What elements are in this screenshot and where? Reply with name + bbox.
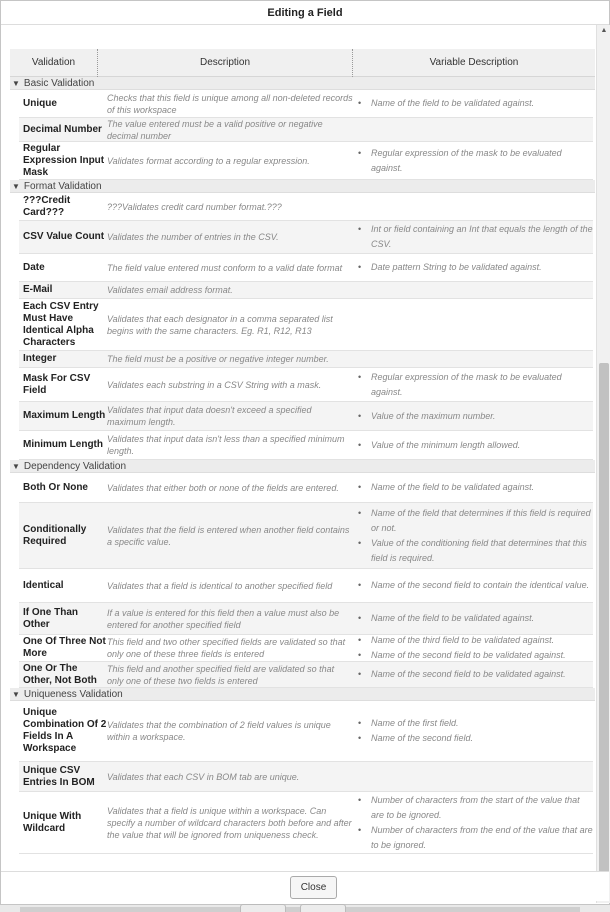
background-button <box>240 904 286 912</box>
table-body <box>10 77 595 854</box>
variable-description <box>357 667 593 682</box>
group-header[interactable] <box>10 77 595 90</box>
validation-description: Validates each substring in a CSV String with a mask. <box>107 379 322 390</box>
validation-description: This field and two other specified fields are validated so that only one of these three fields is entered <box>107 637 346 659</box>
validation-name: One Of Three Not More <box>23 636 106 659</box>
validation-description: Validates that a field is unique within a workspace. Can specify a number of wildcard characters both before and after the value that will be ignored from uniqueness check. <box>107 805 352 840</box>
variable-description <box>357 370 593 400</box>
background-button <box>300 904 346 912</box>
validation-description: Validates format according to a regular expression. <box>107 155 310 166</box>
validation-name: Minimum Length <box>23 439 103 450</box>
scrollbar-thumb[interactable] <box>599 363 609 893</box>
table-row[interactable] <box>19 792 593 854</box>
group-header[interactable] <box>10 688 595 701</box>
validation-description: The field must be a positive or negative integer number. <box>107 354 329 364</box>
table-row[interactable] <box>19 473 593 503</box>
table-row[interactable] <box>19 193 593 221</box>
table-row[interactable] <box>19 351 593 368</box>
variable-description <box>357 716 593 746</box>
variable-description-item: • Date pattern String to be validated against. <box>357 260 593 275</box>
validation-name: Unique CSV Entries In BOM <box>23 764 95 788</box>
validation-name: Decimal Number <box>23 123 102 135</box>
group-header-label: Format Validation <box>23 181 102 192</box>
variable-description-item: • Int or field containing an Int that equals the length of the CSV. <box>357 222 593 252</box>
variable-description-item: • Name of the field to be validated against. <box>357 96 593 111</box>
validation-name: Unique <box>23 97 57 109</box>
variable-description <box>357 633 593 663</box>
variable-description-item: • Name of the second field to be validated against. <box>357 667 593 682</box>
group-header-label: Uniqueness Validation <box>23 689 123 700</box>
variable-description <box>357 438 593 453</box>
table-row[interactable] <box>19 431 593 460</box>
variable-description-item: • Name of the third field to be validated against. <box>357 633 593 648</box>
scroll-up-arrow-icon[interactable]: ▲ <box>600 27 608 34</box>
variable-description <box>357 611 593 626</box>
column-header-validation[interactable]: Validation <box>10 49 98 77</box>
group-header[interactable] <box>10 460 595 473</box>
variable-description-item: • Value of the minimum length allowed. <box>357 438 593 453</box>
validation-name: Each CSV Entry Must Have Identical Alpha Characters <box>23 300 99 348</box>
validation-name: Both Or None <box>23 481 88 493</box>
variable-description <box>357 578 593 593</box>
validation-description: Validates email address format. <box>107 285 233 295</box>
group-header[interactable] <box>10 180 595 193</box>
table-row[interactable] <box>19 402 593 431</box>
validation-description: Validates that the field is entered when another field contains a specific value. <box>107 524 350 547</box>
validation-description: The field value entered must conform to a valid date format <box>107 262 343 273</box>
validation-description: The value entered must be a valid positive or negative decimal number <box>107 118 323 141</box>
table-row[interactable] <box>19 603 593 635</box>
group-header-label: Basic Validation <box>23 78 95 89</box>
validation-description: This field and another specified field are validated so that only one of these two fields is entered <box>107 663 335 686</box>
variable-description-item: • Number of characters from the end of the value that are to be ignored. <box>357 823 593 853</box>
table-header <box>10 49 595 77</box>
validation-name: Date <box>23 261 45 273</box>
validation-name: Mask For CSV Field <box>23 372 91 396</box>
variable-description-item: • Name of the second field. <box>357 731 593 746</box>
validation-description: Validates that a field is identical to another specified field <box>107 580 333 591</box>
variable-description-item: • Regular expression of the mask to be evaluated against. <box>357 146 593 176</box>
variable-description-item: • Value of the conditioning field that determines that this field is required. <box>357 536 593 566</box>
table-row[interactable] <box>19 90 593 118</box>
validation-name: Integer <box>23 353 57 364</box>
table-row[interactable] <box>19 762 593 792</box>
table-row[interactable] <box>19 254 593 282</box>
table-row[interactable] <box>19 569 593 603</box>
table-row[interactable] <box>19 503 593 569</box>
validation-name: ???Credit Card??? <box>23 194 71 218</box>
validation-description: Validates the number of entries in the CSV. <box>107 232 279 242</box>
table-row[interactable] <box>19 282 593 299</box>
validation-description: Validates that either both or none of the fields are entered. <box>107 482 339 493</box>
variable-description-item: • Name of the field to be validated against. <box>357 611 593 626</box>
group-header-label: Dependency Validation <box>23 461 127 472</box>
variable-description <box>357 260 593 275</box>
validation-description: Validates that input data isn't less than a specified minimum length. <box>107 434 345 456</box>
validation-description: Checks that this field is unique among all non-deleted records of this workspace <box>107 92 353 115</box>
variable-description <box>357 146 593 176</box>
collapse-caret-icon[interactable]: ▼ <box>12 79 20 88</box>
table-row[interactable] <box>19 701 593 762</box>
table-row[interactable] <box>19 635 593 662</box>
variable-description <box>357 793 593 853</box>
table-row[interactable] <box>19 221 593 254</box>
variable-description-item: • Name of the first field. <box>357 716 593 731</box>
validation-description: ???Validates credit card number format.??? <box>107 201 282 212</box>
validation-name: Regular Expression Input Mask <box>23 142 105 178</box>
variable-description <box>357 480 593 495</box>
table-row[interactable] <box>19 299 593 351</box>
variable-description-item: • Value of the maximum number. <box>357 409 593 424</box>
close-button[interactable]: Close <box>290 876 337 899</box>
validation-name: One Or The Other, Not Both <box>23 662 97 686</box>
validation-name: E-Mail <box>23 284 53 295</box>
column-header-description[interactable]: Description <box>98 49 353 77</box>
validation-table <box>10 49 595 871</box>
dialog-footer <box>1 871 609 901</box>
variable-description <box>357 222 593 252</box>
dialog-title: Editing a Field <box>1 1 609 25</box>
validation-description: If a value is entered for this field then a value must also be entered for another specified field <box>107 607 340 630</box>
variable-description <box>357 409 593 424</box>
collapse-caret-icon[interactable]: ▼ <box>12 690 20 699</box>
validation-description: Validates that each CSV in BOM tab are unique. <box>107 771 300 782</box>
validation-description: Validates that the combination of 2 field values is unique within a workspace. <box>107 720 331 742</box>
validation-description: Validates that each designator in a comma separated list begins with the same characters. Eg. R1, R12, R13 <box>107 313 333 336</box>
collapse-caret-icon[interactable]: ▼ <box>12 462 20 471</box>
table-row[interactable] <box>19 118 593 142</box>
validation-name: Maximum Length <box>23 410 106 421</box>
validation-name: Unique With Wildcard <box>23 810 82 834</box>
variable-description-item: • Number of characters from the start of the value that are to be ignored. <box>357 793 593 823</box>
variable-description <box>357 96 593 111</box>
variable-description-item: • Name of the field that determines if this field is required or not. <box>357 506 593 536</box>
vertical-scrollbar[interactable] <box>596 25 610 903</box>
variable-description-item: • Name of the second field to contain the identical value. <box>357 578 593 593</box>
table-row[interactable] <box>19 368 593 402</box>
validation-name: Conditionally Required <box>23 523 87 547</box>
variable-description-item: • Name of the field to be validated against. <box>357 480 593 495</box>
validation-name: CSV Value Count <box>23 231 105 242</box>
variable-description <box>357 506 593 566</box>
validation-name: Unique Combination Of 2 Fields In A Workspace <box>23 707 107 754</box>
validation-name: Identical <box>23 579 64 591</box>
variable-description-item: • Name of the second field to be validated against. <box>357 648 593 663</box>
collapse-caret-icon[interactable]: ▼ <box>12 182 20 191</box>
validation-name: If One Than Other <box>23 606 78 630</box>
table-row[interactable] <box>19 662 593 688</box>
variable-description-item: • Regular expression of the mask to be evaluated against. <box>357 370 593 400</box>
validation-description: Validates that input data doesn't exceed a specified maximum length. <box>107 405 312 427</box>
column-header-variable-description[interactable]: Variable Description <box>429 57 519 68</box>
table-row[interactable] <box>19 142 593 180</box>
